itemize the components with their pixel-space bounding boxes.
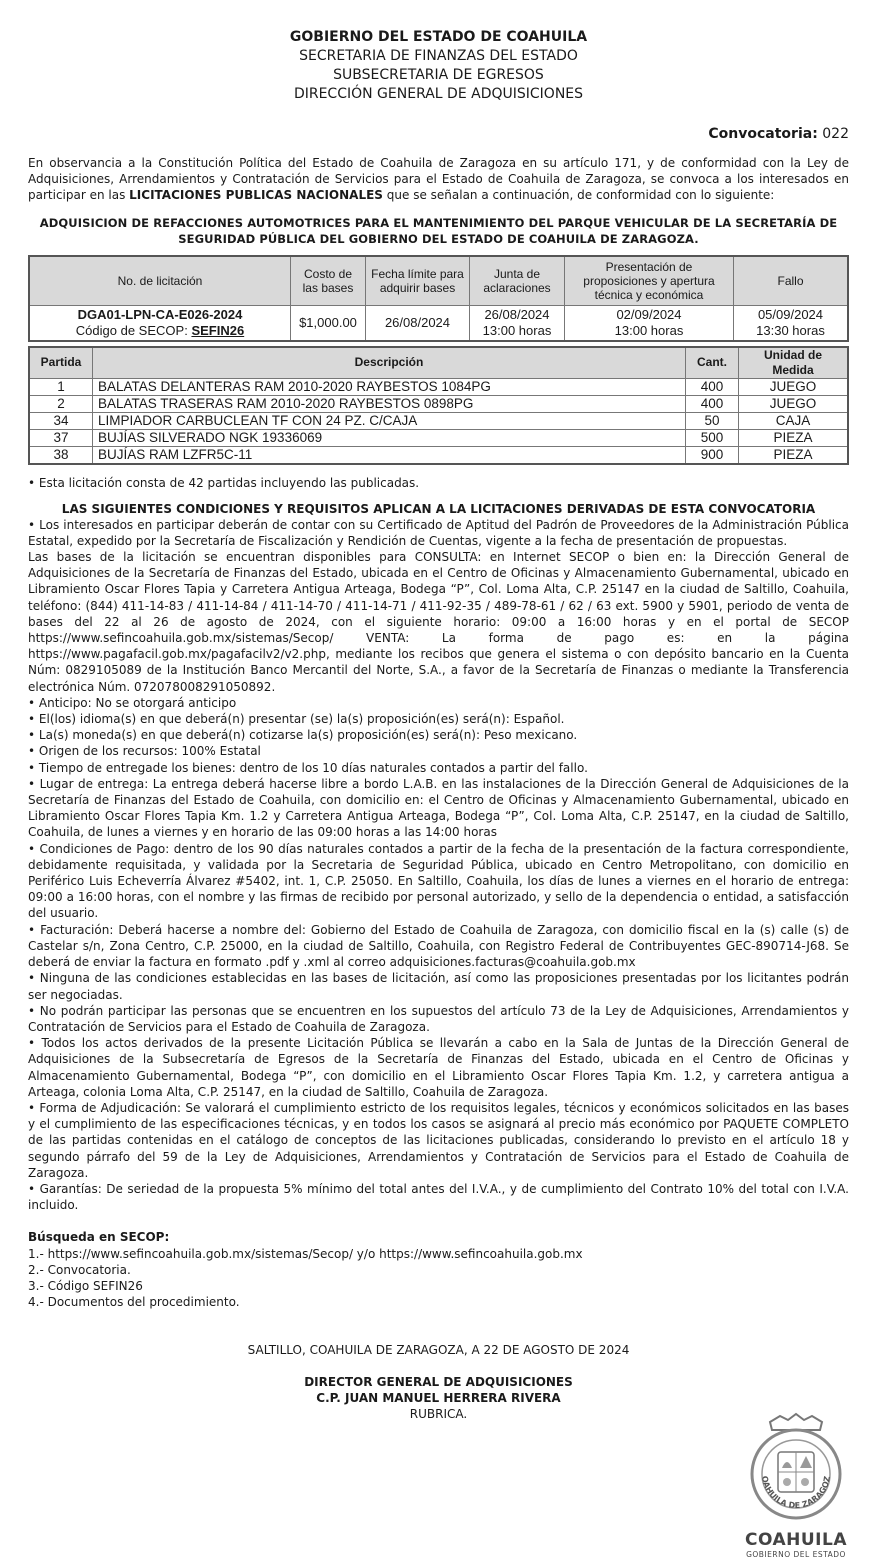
condition-origen: • Origen de los recursos: 100% Estatal	[28, 743, 849, 759]
condition-certificado: • Los interesados en participar deberán de contar con su Certificado de Aptitud del Padrón de Proveedores de la Administración Pública Estatal, expedido por la Secretaría de Fiscalización y Rendición de Cuentas, vigente a la fecha de presentación de propuestas.	[28, 517, 849, 549]
partida-unidad: JUEGO	[739, 378, 849, 395]
convocatoria-number: 022	[822, 126, 849, 142]
header-direccion: DIRECCIÓN GENERAL DE ADQUISICIONES	[293, 86, 584, 102]
licitacion-data-row	[29, 305, 848, 341]
busqueda-step-2: 2.- Convocatoria.	[28, 1262, 131, 1277]
licitacion-number: DGA01-LPN-CA-E026-2024	[77, 306, 243, 322]
partida-cant: 50	[686, 412, 739, 429]
signature-block	[28, 1374, 849, 1422]
signer-title: DIRECTOR GENERAL DE ADQUISICIONES	[304, 1375, 573, 1390]
condition-facturacion: • Facturación: Deberá hacerse a nombre del: Gobierno del Estado de Coahuila de Zaragoza, con domicilio fiscal en la (s) calle (s) de Castelar s/n, Zona Centro, C.P. 25000, en la ciudad de Saltillo, Coahuila, con Registro Federal de Contribuyentes GEC-890714-J68. Se deberá de enviar la factura en formato .pdf y .xml al correo adquisiciones.facturas@coahuila.gob.mx	[28, 922, 849, 971]
partida-unidad: PIEZA	[739, 429, 849, 446]
table-row	[29, 429, 848, 446]
header-descripcion: Descripción	[93, 347, 686, 379]
busqueda-secop	[28, 1229, 849, 1310]
fallo-hora: 13:30 horas	[756, 322, 825, 338]
header-government: GOBIERNO DEL ESTADO DE COAHUILA	[289, 29, 588, 45]
intro-paragraph	[28, 155, 849, 204]
conditions-title: LAS SIGUIENTES CONDICIONES Y REQUISITOS APLICAN A LA LICITACIONES DERIVADAS DE ESTA CONVOCATORIA	[61, 501, 816, 516]
header-cant: Cant.	[686, 347, 739, 379]
cell-fallo	[734, 305, 849, 341]
partida-cant: 500	[686, 429, 739, 446]
partida-unidad: JUEGO	[739, 395, 849, 412]
condition-lugar-entrega: • Lugar de entrega: La entrega deberá hacerse libre a bordo L.A.B. en las instalaciones de la Dirección General de Adquisiciones de la Secretaría de Finanzas del Estado de Coahuila, con domicilio en: el Centro de Oficinas y Almacenamiento Gubernamental, ubicado en Libramiento Oscar Flores Tapia Km. 1.2 y Carretera Antigua Arteaga, Bodega “P”, Col. Loma Alta, C.P. 25147, en la ciudad de Saltillo, Coahuila, de lunes a viernes y en horario de las 09:00 horas a las 14:00 horas	[28, 776, 849, 841]
condition-anticipo: • Anticipo: No se otorgará anticipo	[28, 695, 849, 711]
partida-number: 38	[29, 446, 93, 464]
partidas-header-row	[29, 347, 848, 379]
table-row	[29, 412, 848, 429]
header-fallo: Fallo	[734, 256, 849, 306]
partida-descripcion: BALATAS DELANTERAS RAM 2010-2020 RAYBESTOS 1084PG	[93, 378, 686, 395]
presentacion-hora: 13:00 horas	[614, 322, 684, 338]
coat-of-arms-icon	[736, 1412, 856, 1524]
fallo-fecha: 05/09/2024	[757, 306, 824, 322]
cell-junta	[470, 305, 565, 341]
table-row	[29, 395, 848, 412]
rubrica: RUBRICA.	[409, 1407, 468, 1422]
partida-descripcion: BUJÍAS RAM LZFR5C-11	[93, 446, 686, 464]
header-costo: Costo de las bases	[291, 256, 366, 306]
document	[28, 28, 849, 1422]
header-no-licitacion: No. de licitación	[29, 256, 291, 306]
partida-descripcion: LIMPIADOR CARBUCLEAN TF CON 24 PZ. C/CAJA	[93, 412, 686, 429]
coahuila-logo	[736, 1412, 856, 1562]
busqueda-step-1: 1.- https://www.sefincoahuila.gob.mx/sistemas/Secop/ y/o https://www.sefincoahuila.gob.mx	[28, 1246, 583, 1261]
cell-numero	[29, 305, 291, 341]
presentacion-fecha: 02/09/2024	[616, 306, 682, 322]
partida-number: 1	[29, 378, 93, 395]
partidas-note: • Esta licitación consta de 42 partidas incluyendo las publicadas.	[28, 475, 849, 491]
header-subsecretaria: SUBSECRETARIA DE EGRESOS	[333, 67, 544, 83]
junta-hora: 13:00 horas	[482, 322, 552, 338]
condition-actos: • Todos los actos derivados de la presente Licitación Pública se llevarán a cabo en la Sala de Juntas de la Dirección General de Adquisiciones de la Subsecretaría de Egresos de la Secretaría de Finanzas del Estado, ubicada en el Centro de Oficinas y Almacenamiento Gubernamental, Bodega “P”, con domicilio en el Libramiento Oscar Flores Tapia Km. 1.2, y carretera antigua a Arteaga, colonia Loma Alta, C.P. 25147, en la ciudad de Saltillo, Coahuila de Zaragoza.	[28, 1035, 849, 1100]
svg-text:COAHUILA DE ZARAGOZA	[736, 1412, 832, 1510]
header-presentacion: Presentación de proposiciones y apertura técnica y económica	[565, 256, 734, 306]
licitacion-header-row	[29, 256, 848, 306]
condition-garantias: • Garantías: De seriedad de la propuesta 5% mínimo del total antes del I.V.A., y de cumplimiento del Contrato 10% del total con I.V.A. incluido.	[28, 1181, 849, 1213]
condition-pago: • Condiciones de Pago: dentro de los 90 días naturales contados a partir de la fecha de la presentación de la factura correspondiente, debidamente requisitada, y validada por la Secretaria de Seguridad Pública, ubicado en Centro Metropolitano, con domicilio en Periférico Luis Echeverría Álvarez #5402, int. 1, C.P. 25050. En Saltillo, Coahuila, los días de lunes a viernes en el horario de entrega: 09:00 a 16:00 horas, con el nombre y las firmas de recibido por personal autorizado, y sello de la dependencia o entidad, a satisfacción del usuario.	[28, 841, 849, 922]
busqueda-title: Búsqueda en SECOP:	[28, 1230, 170, 1245]
condition-tiempo-entrega: • Tiempo de entregade los bienes: dentro de los 10 días naturales contados a partir del fallo.	[28, 760, 849, 776]
partida-cant: 400	[686, 378, 739, 395]
secop-code: SEFIN26	[191, 322, 245, 338]
busqueda-step-4: 4.- Documentos del procedimiento.	[28, 1295, 240, 1310]
partida-number: 37	[29, 429, 93, 446]
condition-bases: Las bases de la licitación se encuentran disponibles para CONSULTA: en Internet SECOP o bien en: la Dirección General de Adquisiciones de la Secretaría de Finanzas del Estado, ubicada en el Centro de Oficinas y Almacenamiento Gubernamental, ubicado en Libramiento Oscar Flores Tapia y Carretera Antigua Arteaga, Bodega “P”, Col. Loma Alta, C.P. 25147 en la ciudad de Saltillo, Coahuila, teléfono: (844) 411-14-83 / 411-14-84 / 411-14-70 / 411-14-71 / 411-92-35 / 489-78-61 / 62 / 63 ext. 5900 y 5901, periodo de venta de bases del 22 al 26 de agosto de 2024, con el siguiente horario: 09:00 a 16:00 horas y en el portal de SECOP https://www.sefincoahuila.gob.mx/sistemas/Secop/ VENTA: La forma de pago es: en la página https://www.pagafacil.gob.mx/pagafacilv2/v2.php, mediante los recibos que genera el sistema o con depósito bancario en la Cuenta Núm: 0829105089 de la Institución Banco Mercantil del Norte, S.A., a favor de la Secretaría de Finanzas o mediante la Transferencia electrónica Núm. 072078008291050892.	[28, 550, 849, 694]
secop-code-line	[34, 323, 286, 339]
acquisition-title: ADQUISICION DE REFACCIONES AUTOMOTRICES PARA EL MANTENIMIENTO DEL PARQUE VEHICULAR DE LA SECRETARÍA DE SEGURIDAD PÚBLICA DEL GOBIERNO DEL ESTADO DE COAHUILA DE ZARAGOZA.	[39, 215, 838, 246]
partida-unidad: PIEZA	[739, 446, 849, 464]
partida-cant: 400	[686, 395, 739, 412]
condition-negociacion: • Ninguna de las condiciones establecidas en las bases de licitación, así como las proposiciones presentadas por los licitantes podrán ser negociadas.	[28, 970, 849, 1002]
condition-adjudicacion: • Forma de Adjudicación: Se valorará el cumplimiento estricto de los requisitos legales, técnicos y económicos solicitados en las bases y el cumplimiento de las especificaciones técnicas, y en todos los casos se asignará al precio más económico por PAQUETE COMPLETO de las partidas contenidas en el catálogo de conceptos de las licitaciones publicadas, considerando lo previsto en el artículo 18 y segundo párrafo del 59 de la Ley de Adquisiciones, Arrendamientos y Contratación de Servicios para el Estado de Coahuila de Zaragoza.	[28, 1100, 849, 1181]
partida-number: 34	[29, 412, 93, 429]
partida-unidad: CAJA	[739, 412, 849, 429]
logo-subtitle: GOBIERNO DEL ESTADO	[746, 1550, 846, 1559]
condition-moneda: • La(s) moneda(s) en que deberá(n) cotizarse la(s) proposición(es) será(n): Peso mexicano.	[28, 727, 849, 743]
header-partida: Partida	[29, 347, 93, 379]
intro-text-2: que se señalan a continuación, de conformidad con lo siguiente:	[382, 188, 775, 203]
cell-fecha-limite: 26/08/2024	[366, 305, 470, 341]
partida-number: 2	[29, 395, 93, 412]
partida-descripcion: BUJÍAS SILVERADO NGK 19336069	[93, 429, 686, 446]
table-row	[29, 378, 848, 395]
busqueda-step-3: 3.- Código SEFIN26	[28, 1278, 143, 1293]
header-unidad: Unidad de Medida	[739, 347, 849, 379]
header-fecha-limite: Fecha límite para adquirir bases	[366, 256, 470, 306]
junta-fecha: 26/08/2024	[484, 306, 550, 322]
signer-name: C.P. JUAN MANUEL HERRERA RIVERA	[316, 1391, 561, 1406]
cell-costo: $1,000.00	[291, 305, 366, 341]
intro-text-1: En observancia a la Constitución Política del Estado de Coahuila de Zaragoza en su artículo 171, y de conformidad con la Ley de Adquisiciones, Arrendamientos y Contratación de Servicios para el Estado de Coahuila de Zaragoza, se convoca a los interesados en participar en las	[28, 156, 849, 203]
cell-presentacion	[565, 305, 734, 341]
header-secretaria: SECRETARIA DE FINANZAS DEL ESTADO	[299, 48, 578, 64]
partida-descripcion: BALATAS TRASERAS RAM 2010-2020 RAYBESTOS 0898PG	[93, 395, 686, 412]
logo-ring-text: OAHUILA DE ZARAGOZ	[759, 1475, 832, 1511]
convocatoria-label: Convocatoria:	[708, 126, 818, 142]
partidas-table	[28, 346, 849, 465]
convocatoria	[28, 126, 849, 142]
header-junta: Junta de aclaraciones	[470, 256, 565, 306]
condition-idioma: • El(los) idioma(s) en que deberá(n) presentar (se) la(s) proposición(es) será(n): Español.	[28, 711, 849, 727]
header	[28, 28, 849, 104]
intro-bold: LICITACIONES PUBLICAS NACIONALES	[129, 188, 383, 203]
secop-label: Código de SECOP:	[75, 322, 188, 338]
condition-articulo-73: • No podrán participar las personas que se encuentren en los supuestos del artículo 73 de la Ley de Adquisiciones, Arrendamientos y Contratación de Servicios para el Estado de Coahuila de Zaragoza.	[28, 1003, 849, 1035]
document-date: SALTILLO, COAHUILA DE ZARAGOZA, A 22 DE AGOSTO DE 2024	[247, 1343, 630, 1358]
logo-word: COAHUILA	[745, 1530, 847, 1550]
licitacion-table	[28, 255, 849, 342]
table-row	[29, 446, 848, 464]
partida-cant: 900	[686, 446, 739, 464]
